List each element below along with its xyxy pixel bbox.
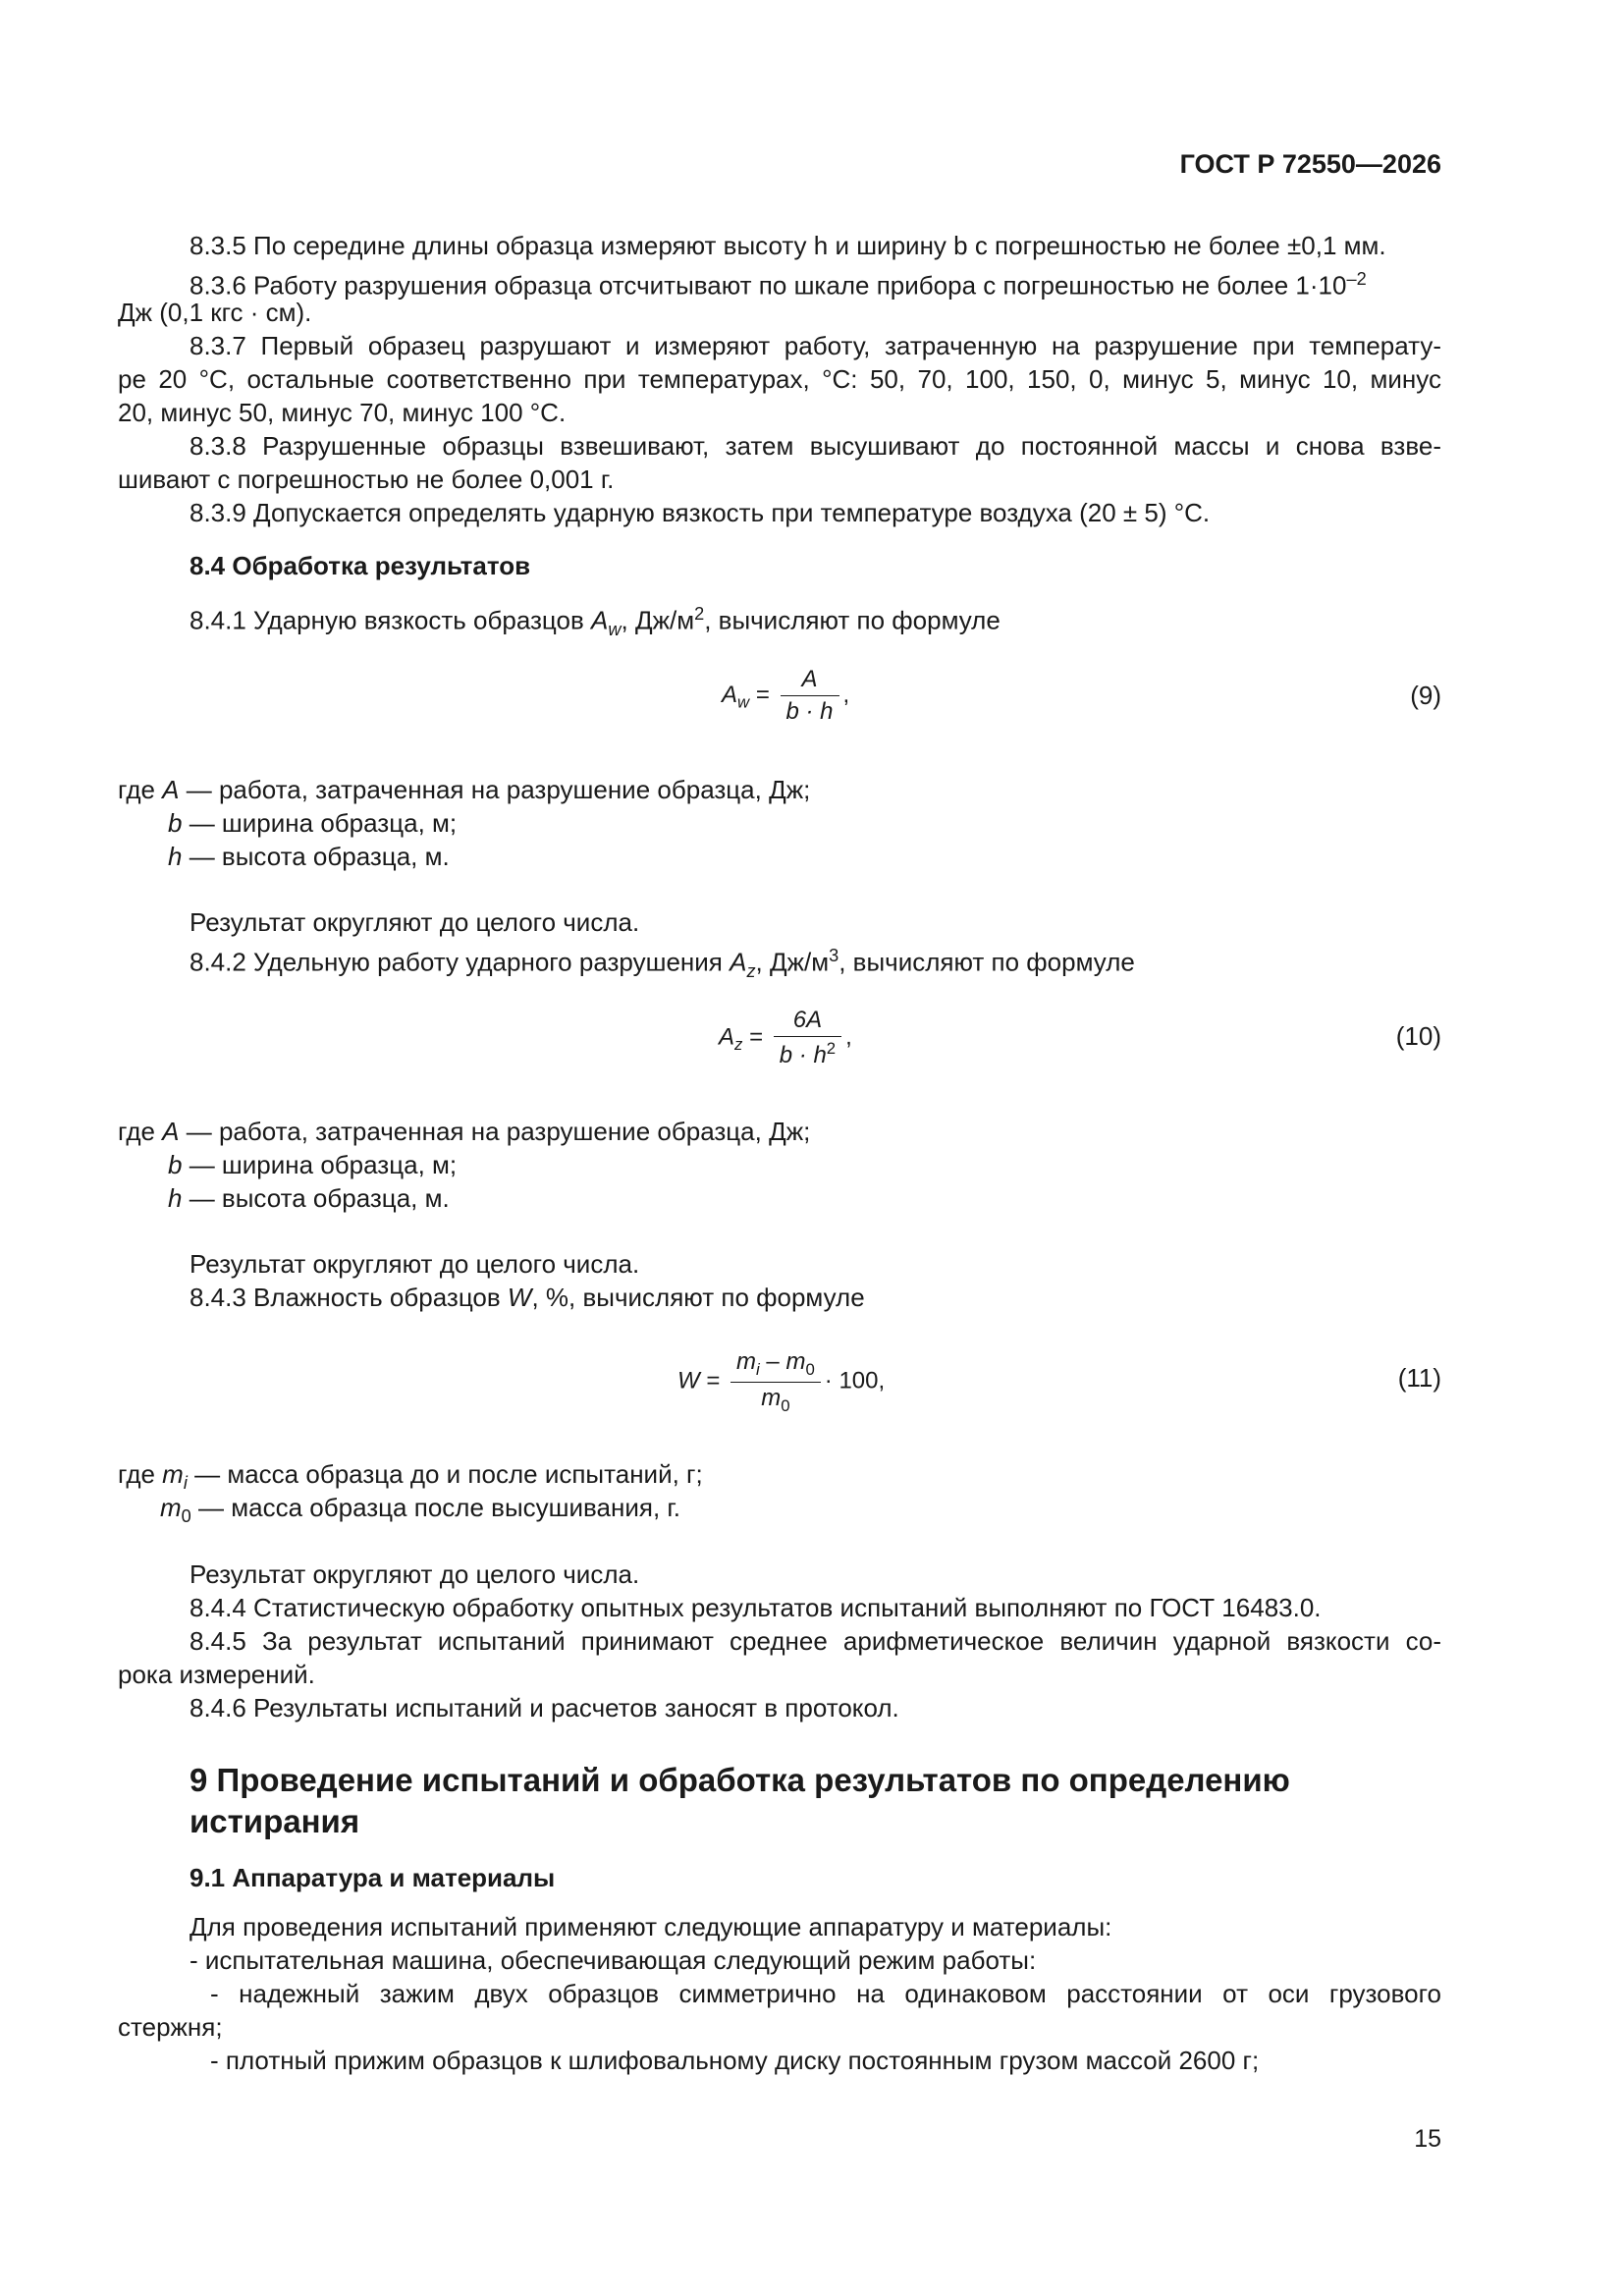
page-number: 15 <box>1414 2125 1441 2153</box>
rounding-note: Результат округляют до целого числа. <box>189 907 640 937</box>
text: — ширина образца, м; <box>182 808 458 838</box>
denominator: b · h <box>779 1042 827 1068</box>
paragraph-9-1: Для проведения испытаний применяют следующие аппаратуру и материалы: <box>189 1912 1112 1941</box>
subscript: 0 <box>181 1506 191 1527</box>
paragraph-8-3-7-line1: 8.3.7 Первый образец разрушают и измеряют работу, затраченную на разрушение при температу- <box>189 331 1441 360</box>
where-line <box>168 1181 450 1215</box>
numerator-var: m <box>785 1348 806 1375</box>
paragraph-8-3-8-line2: шивают с погрешностью не более 0,001 г. <box>118 465 615 494</box>
where-line <box>168 806 457 840</box>
where-line <box>168 1148 457 1181</box>
paragraph-8-3-5: 8.3.5 По середине длины образца измеряют высоту h и ширину b с погрешностью не более ±0,1 мм. <box>189 231 1386 260</box>
exponent: 2 <box>826 1039 837 1058</box>
formula-lhs: A <box>719 1023 735 1051</box>
exponent: 3 <box>829 946 839 965</box>
equals-sign: = <box>755 681 770 708</box>
text: где <box>118 1459 163 1489</box>
variable: A <box>591 605 609 635</box>
paragraph-8-4-3 <box>189 1281 865 1314</box>
denominator: b · h <box>785 698 834 725</box>
text: где <box>118 775 163 804</box>
text: 8.4.3 Влажность образцов <box>189 1283 508 1312</box>
fraction <box>730 1348 821 1416</box>
paragraph-8-3-7-line3: 20, минус 50, минус 70, минус 100 °С. <box>118 398 567 427</box>
text: — масса образца до и после испытаний, г; <box>187 1459 703 1489</box>
where-line <box>160 1491 680 1533</box>
paragraph-8-3-7-line2: ре 20 °С, остальные соответственно при температурах, °С: 50, 70, 100, 150, 0, минус 5, минус 10, минус <box>118 364 1441 394</box>
numerator-var: m <box>736 1348 757 1375</box>
section-heading-9-line1: 9 Проведение испытаний и обработка результатов по определению <box>189 1762 1290 1798</box>
where-line <box>118 773 810 806</box>
text: — масса образца после высушивания, г. <box>190 1493 680 1522</box>
formula-lhs: A <box>722 681 738 708</box>
paragraph-8-4-5-line2: рока измерений. <box>118 1660 315 1689</box>
paragraph-8-4-5-line1: 8.4.5 За результат испытаний принимают среднее арифметическое величин ударной вязкости со- <box>189 1626 1441 1656</box>
subscript: i <box>183 1473 188 1494</box>
list-item-line1: - надежный зажим двух образцов симметрично на одинаковом расстоянии от оси грузового <box>210 1979 1441 2008</box>
paragraph-8-3-8-line1: 8.3.8 Разрушенные образцы взвешивают, затем высушивают до постоянной массы и снова взве- <box>189 431 1441 461</box>
text: , Дж/м <box>621 605 695 635</box>
fraction <box>774 1007 841 1069</box>
text: — работа, затраченная на разрушение образца, Дж; <box>179 1117 811 1146</box>
variable: b <box>168 808 183 838</box>
text: , Дж/м <box>755 947 830 977</box>
text: — работа, затраченная на разрушение образца, Дж; <box>179 775 811 804</box>
text: , %, вычисляют по формуле <box>531 1283 865 1312</box>
subscript: z <box>734 1035 743 1055</box>
variable: W <box>507 1283 532 1312</box>
subscript: 0 <box>805 1359 815 1379</box>
variable: m <box>160 1493 182 1522</box>
document-header: ГОСТ Р 72550—2026 <box>1179 149 1441 179</box>
paragraph-8-4-1 <box>189 597 1001 646</box>
paragraph-8-3-6 <box>189 262 1367 302</box>
formula-tail: , <box>845 1023 852 1051</box>
paragraph-8-4-4: 8.4.4 Статистическую обработку опытных результатов испытаний выполняют по ГОСТ 16483.0. <box>189 1593 1322 1622</box>
text: — ширина образца, м; <box>182 1150 458 1179</box>
formula-10 <box>719 1007 852 1069</box>
text: — высота образца, м. <box>182 842 450 871</box>
numerator: A <box>801 666 818 692</box>
exponent: 2 <box>694 604 705 624</box>
subscript: 0 <box>781 1395 790 1415</box>
numerator: 6A <box>792 1007 823 1033</box>
formula-lhs: W <box>677 1367 700 1394</box>
equals-sign: = <box>706 1367 721 1394</box>
formula-9 <box>722 666 849 726</box>
equation-number-9: (9) <box>1410 681 1441 710</box>
subscript: i <box>756 1359 760 1379</box>
formula-tail: , <box>842 681 850 708</box>
text: где <box>118 1117 163 1146</box>
denominator: m <box>761 1384 782 1411</box>
variable: A <box>162 775 180 804</box>
subscript: w <box>608 619 622 639</box>
variable: A <box>730 947 747 977</box>
variable: b <box>168 1150 183 1179</box>
variable: m <box>162 1459 184 1489</box>
rounding-note: Результат округляют до целого числа. <box>189 1559 640 1589</box>
variable: h <box>168 842 183 871</box>
formula-11 <box>677 1348 885 1416</box>
paragraph-8-3-6-cont: Дж (0,1 кгс · см). <box>118 298 312 327</box>
text: , вычисляют по формуле <box>839 947 1135 977</box>
paragraph-8-4-2 <box>189 939 1135 988</box>
minus-sign: – <box>759 1348 786 1375</box>
subscript: w <box>737 692 750 712</box>
equation-number-10: (10) <box>1395 1021 1441 1051</box>
variable: h <box>168 1183 183 1213</box>
rounding-note: Результат округляют до целого числа. <box>189 1249 640 1279</box>
equation-number-11: (11) <box>1397 1363 1441 1393</box>
equals-sign: = <box>749 1023 764 1051</box>
list-item: - плотный прижим образцов к шлифовальному диску постоянным грузом массой 2600 г; <box>210 2046 1260 2075</box>
section-heading-9-line2: истирания <box>189 1803 360 1839</box>
paragraph-8-3-9: 8.3.9 Допускается определять ударную вязкость при температуре воздуха (20 ± 5) °С. <box>189 498 1211 527</box>
subsection-heading-8-4: 8.4 Обработка результатов <box>189 551 531 580</box>
text: 8.4.2 Удельную работу ударного разрушения <box>189 947 730 977</box>
paragraph-8-3-6-text: 8.3.6 Работу разрушения образца отсчитывают по шкале прибора с погрешностью не более 1·10 <box>189 270 1347 301</box>
text: — высота образца, м. <box>182 1183 450 1213</box>
fraction <box>781 666 839 726</box>
formula-tail: · 100, <box>824 1367 886 1394</box>
subsection-heading-9-1: 9.1 Аппаратура и материалы <box>189 1863 556 1892</box>
where-line <box>118 1115 810 1148</box>
variable: A <box>162 1117 180 1146</box>
subscript: z <box>746 960 756 981</box>
where-line <box>168 840 450 873</box>
text: , вычисляют по формуле <box>704 605 1001 635</box>
exponent: –2 <box>1346 269 1367 289</box>
paragraph-8-4-6: 8.4.6 Результаты испытаний и расчетов заносят в протокол. <box>189 1693 899 1722</box>
list-item-line2: стержня; <box>118 2012 223 2042</box>
list-item: - испытательная машина, обеспечивающая следующий режим работы: <box>189 1945 1037 1975</box>
text: 8.4.1 Ударную вязкость образцов <box>189 605 592 635</box>
